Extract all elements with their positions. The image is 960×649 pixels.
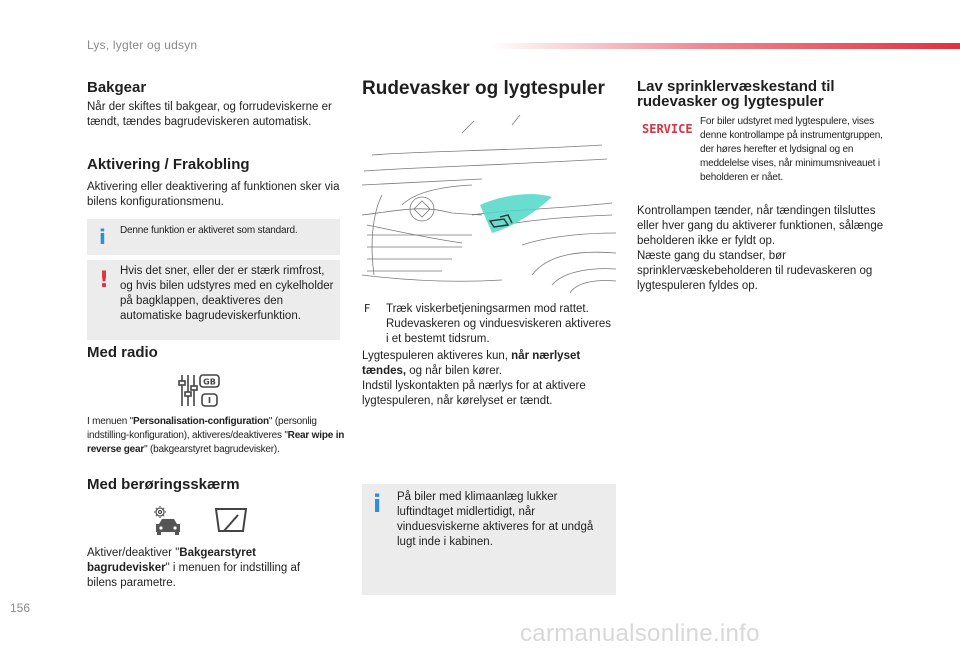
headlamp-washer-illustration [362, 115, 616, 295]
lygtespuler-text: Lygtespuleren aktiveres kun, når nærlyset tændes, og når bilen kører. Indstil lyskontakten på nærlys for at aktivere lygtespuleren, når kørelyset er tændt. [362, 350, 586, 407]
bakgear-title: Bakgear [87, 79, 147, 96]
sprinkler-title: Lav sprinklervæskestand til rudevasker og lygtespuler [637, 78, 835, 110]
page-number: 156 [10, 601, 31, 615]
bullet-arrow-icon: F [364, 302, 371, 315]
bakgear-text: Når der skiftes til bakgear, og forrudeviskerne er tændt, tændes bagrudeviskeren automatisk. [87, 101, 332, 128]
touch-text: Aktiver/deaktiver "Bakgearstyret bagrudevisker" i menuen for indstilling af bilens parametre. [87, 547, 301, 589]
service-warning-icon: SERVICE [642, 122, 693, 136]
info-note-text: Denne funktion er aktiveret som standard. [120, 225, 298, 236]
kontrollampe-text: Kontrollampen tænder, når tændingen tilsluttes eller hver gang du aktiverer funktionen, sålænge beholderen ikke er fyldt op. Næste gang du standser, bør sprinklervæskebeholderen til rudevaskeren og lygtespuleren fyldes op. [637, 205, 884, 292]
touch-title: Med berøringsskærm [87, 476, 240, 493]
wiper-icon [213, 506, 249, 534]
info-note-klimaanlaeg-text: På biler med klimaanlæg lukker luftindtaget midlertidigt, når vinduesviskerne aktiveres for at undgå lugt inde i kabinen. [397, 491, 594, 548]
info-icon: i [99, 225, 106, 249]
car-settings-icon [150, 504, 184, 536]
bullet-text: Træk viskerbetjeningsarmen mod rattet. Rudevaskeren og vinduesviskeren aktiveres i et bestemt tidsrum. [386, 303, 612, 345]
radio-text: I menuen "Personalisation-configuration" (personlig indstilling-konfiguration), aktiveres/deaktiveres "Rear wipe in reverse gear" (bakgearstyret bagrudevisker). [87, 416, 345, 455]
watermark: carmanualsonline.info [520, 620, 760, 647]
aktivering-title: Aktivering / Frakobling [87, 156, 250, 173]
aktivering-text: Aktivering eller deaktivering af funktionen sker via bilens konfigurationsmenu. [87, 181, 340, 208]
rudevasker-title: Rudevasker og lygtespuler [362, 78, 605, 99]
info-note-standard [87, 219, 340, 255]
warning-note-text: Hvis det sner, eller der er stærk rimfrost, og hvis bilen udstyres med en cykelholder på bagklappen, deaktiveres den automatiske bagrudeviskerfunktion. [120, 265, 334, 322]
warning-note [87, 260, 340, 340]
info-note-klimaanlaeg [362, 484, 616, 595]
warning-icon: ! [99, 268, 110, 293]
radio-title: Med radio [87, 344, 158, 361]
section-header: Lys, lygter og udsyn [87, 38, 198, 52]
header-accent-bar [490, 43, 960, 49]
radio-gb-icon [176, 372, 222, 410]
info-icon: i [373, 490, 382, 518]
service-text: For biler udstyret med lygtespulere, vises denne kontrollampe på instrumentgruppen, der høres herefter et lydsignal og en meddelelse vises, når minimumsniveauet i beholderen er nået. [700, 116, 883, 183]
svg-text:GB: GB [203, 377, 216, 387]
